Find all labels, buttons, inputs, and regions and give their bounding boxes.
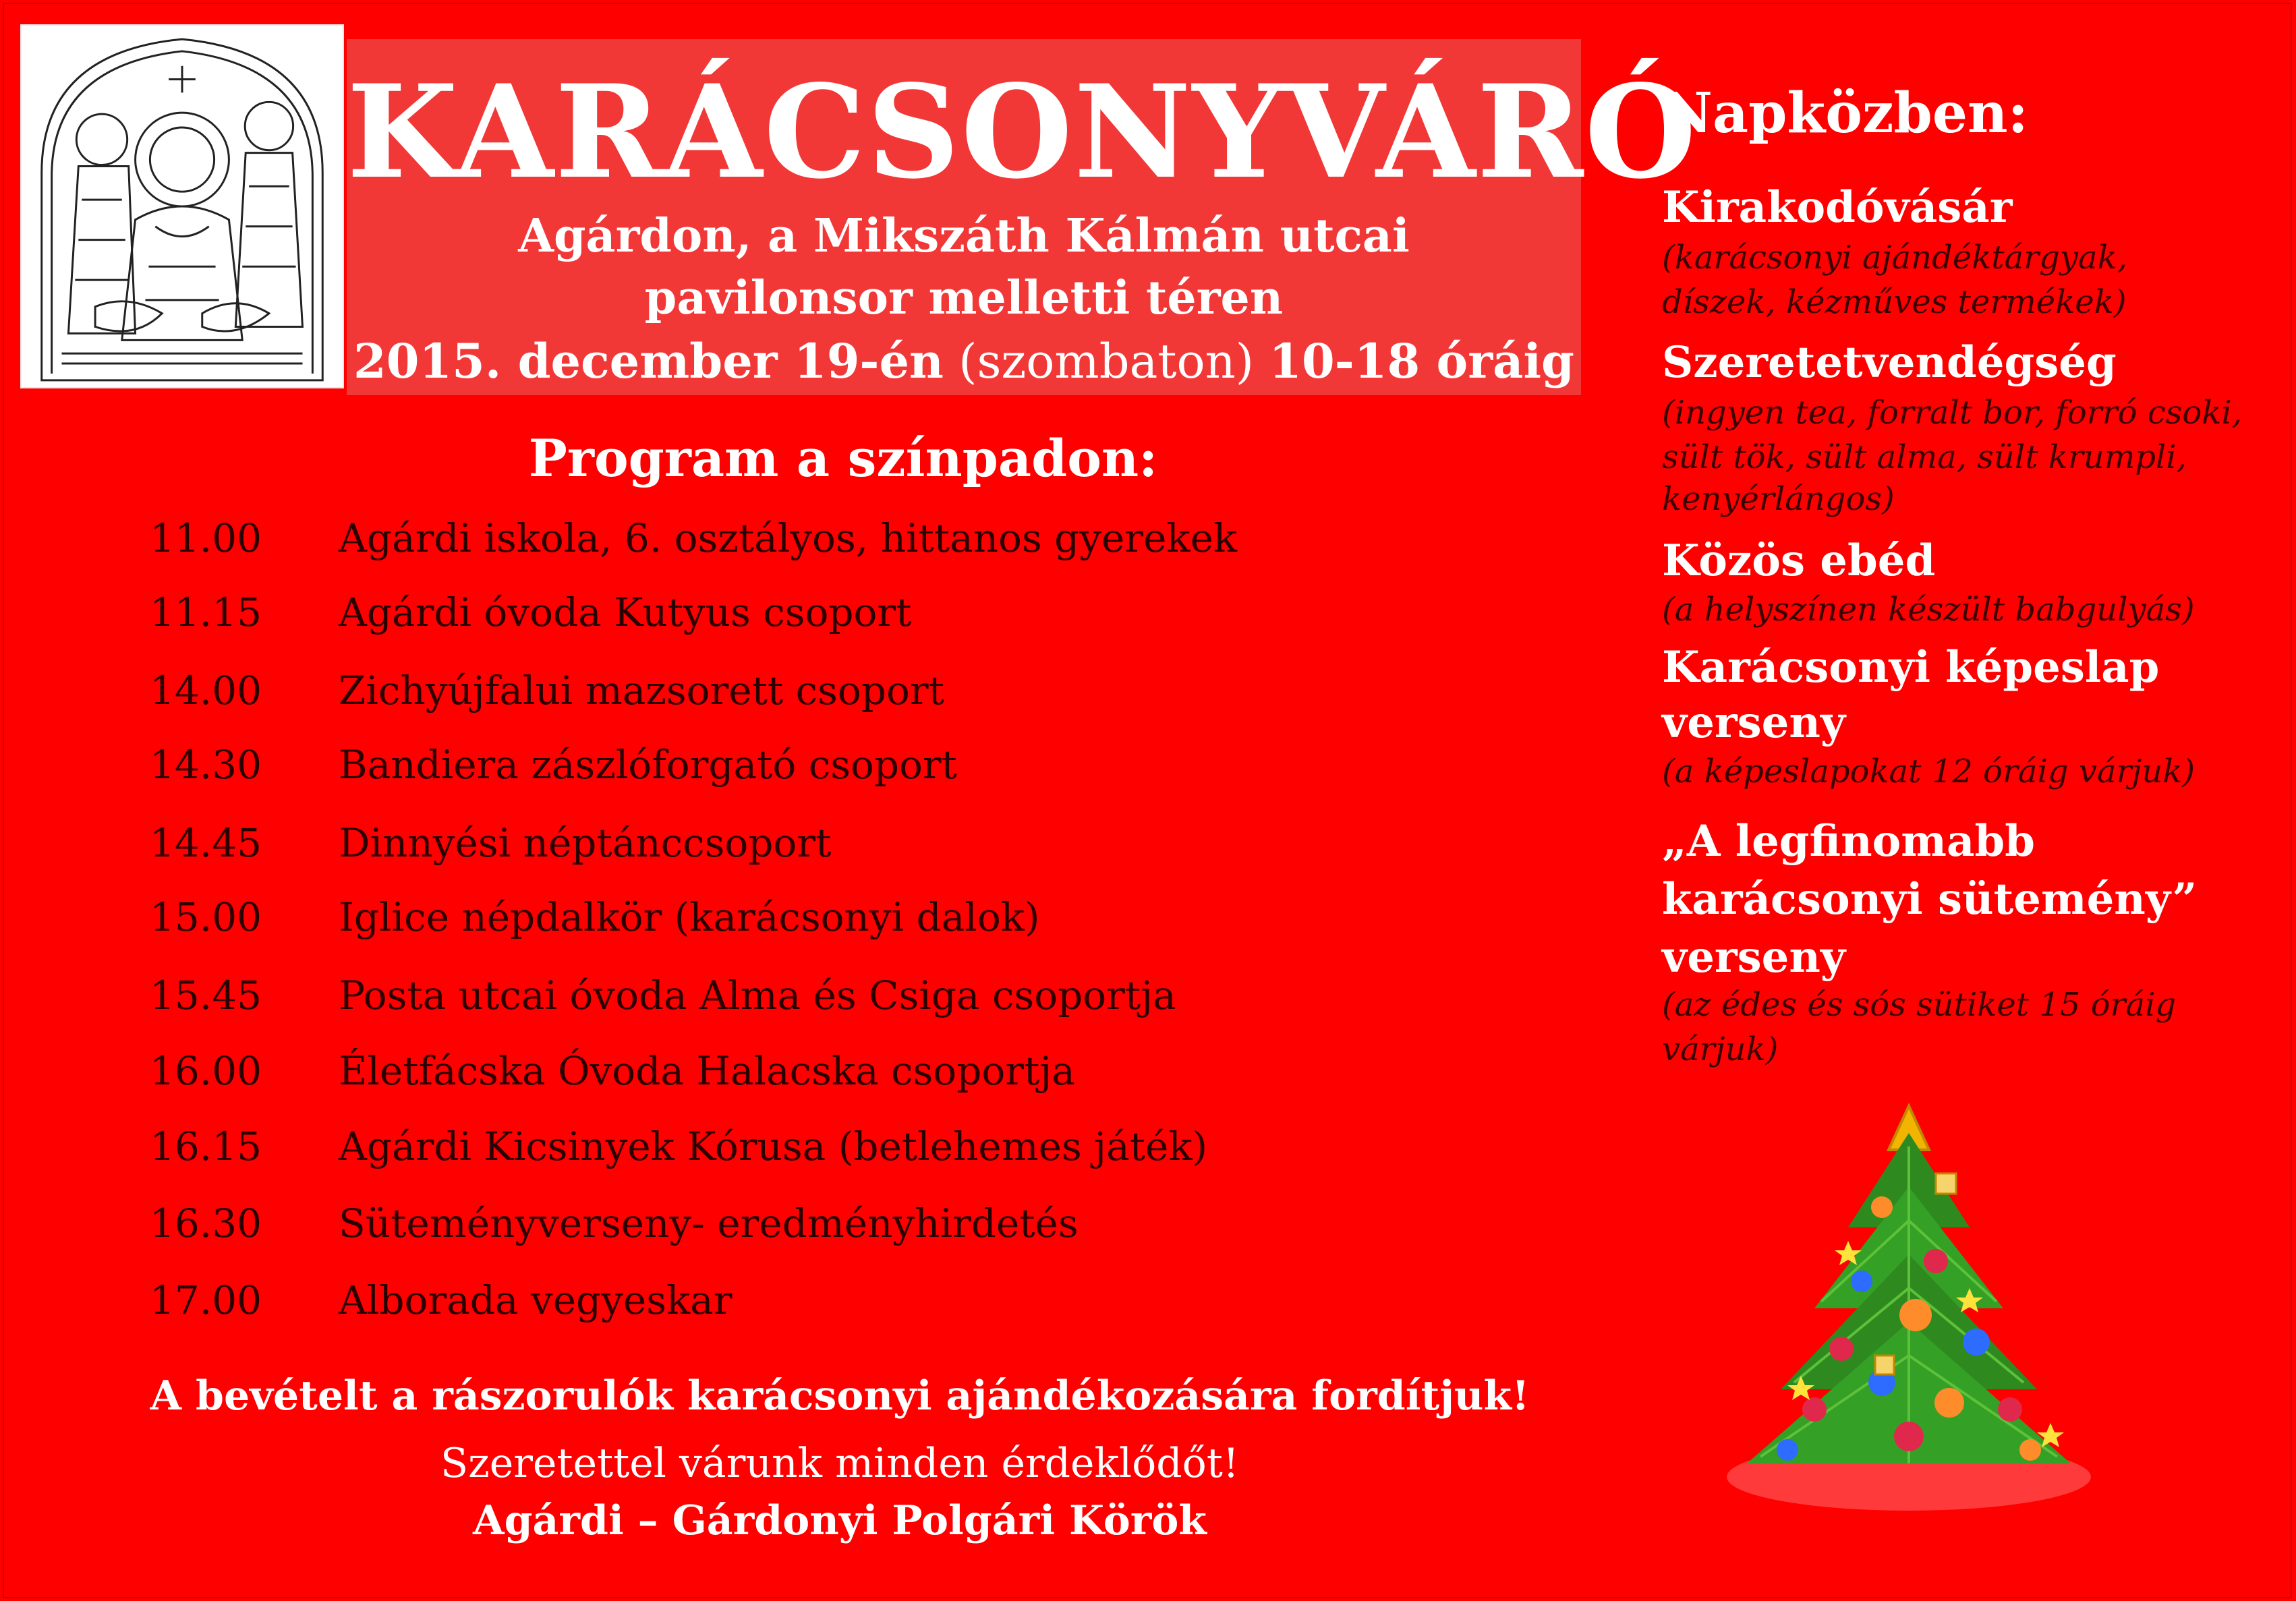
location-line-1: Agárdon, a Mikszáth Kálmán utcai: [518, 209, 1410, 263]
day-text: (szombaton): [958, 334, 1255, 389]
program-time: 14.45: [150, 820, 262, 866]
date-line: [347, 333, 1581, 390]
date-text: 2015. december 19-én: [353, 333, 944, 389]
program-desc: Süteményverseny- eredményhirdetés: [339, 1200, 1079, 1246]
program-time: 14.30: [150, 742, 262, 788]
side-heading-cake-3: verseny: [1662, 932, 1846, 983]
side-note: (ingyen tea, forralt bor, forró csoki,: [1662, 394, 2242, 432]
side-heading-market: Kirakodóvásár: [1662, 182, 2013, 233]
program-title: Program a színpadon:: [528, 428, 1158, 488]
program-desc: Életfácska Óvoda Halacska csoportja: [339, 1048, 1075, 1094]
location-line-2: pavilonsor melletti téren: [644, 271, 1284, 325]
event-title: KARÁCSONYVÁRÓ: [347, 57, 1698, 207]
side-note: kenyérlángos): [1662, 480, 1895, 518]
program-time: 15.45: [150, 972, 262, 1018]
side-heading-lunch: Közös ebéd: [1662, 535, 1936, 586]
donation-note: A bevételt a rászorulók karácsonyi ajándékozására fordítjuk!: [150, 1372, 1530, 1420]
program-time: 16.15: [150, 1124, 262, 1169]
christmas-tree-image: [1713, 1086, 2104, 1517]
side-heading-cake: „A legfinomabb: [1662, 816, 2035, 867]
program-desc: Zichyújfalui mazsorett csoport: [339, 668, 944, 714]
program-time: 14.00: [150, 668, 262, 714]
side-note: (az édes és sós sütiket 15 óráig: [1662, 986, 2177, 1024]
side-note: (karácsonyi ajándéktárgyak,: [1662, 239, 2127, 276]
hours-text: 10-18 óráig: [1269, 333, 1574, 389]
program-time: 11.00: [150, 515, 262, 561]
side-note: (a helyszínen készült babgulyás): [1662, 591, 2195, 629]
program-time: 16.00: [150, 1048, 262, 1094]
side-note: (a képeslapokat 12 óráig várjuk): [1662, 753, 2195, 790]
program-desc: Bandiera zászlóforgató csoport: [339, 742, 957, 788]
program-time: 17.00: [150, 1277, 262, 1323]
program-time: 11.15: [150, 589, 262, 635]
program-time: 16.30: [150, 1200, 262, 1246]
side-note: díszek, kézműves termékek): [1662, 283, 2127, 321]
program-time: 15.00: [150, 894, 262, 940]
program-desc: Dinnyési néptánccsoport: [339, 820, 832, 866]
daytime-title: Napközben:: [1662, 81, 2028, 146]
program-desc: Posta utcai óvoda Alma és Csiga csoportja: [339, 972, 1176, 1018]
welcome-note: Szeretettel várunk minden érdeklődőt!: [440, 1440, 1239, 1487]
program-desc: Alborada vegyeskar: [339, 1277, 733, 1323]
program-desc: Iglice népdalkör (karácsonyi dalok): [339, 894, 1040, 940]
side-heading-hospitality: Szeretetvendégség: [1662, 337, 2117, 388]
program-desc: Agárdi Kicsinyek Kórusa (betlehemes játék): [339, 1124, 1208, 1169]
program-desc: Agárdi óvoda Kutyus csoport: [339, 589, 912, 635]
side-note: várjuk): [1662, 1030, 1779, 1068]
program-desc: Agárdi iskola, 6. osztályos, hittanos gyerekek: [339, 515, 1238, 561]
side-heading-postcard: Karácsonyi képeslap: [1662, 642, 2160, 693]
nativity-emblem-image: [20, 24, 344, 388]
side-note: sült tök, sült alma, sült krumpli,: [1662, 438, 2187, 476]
organizer-name: Agárdi – Gárdonyi Polgári Körök: [473, 1497, 1207, 1544]
side-heading-postcard-2: verseny: [1662, 697, 1846, 748]
side-heading-cake-2: karácsonyi sütemény”: [1662, 874, 2198, 925]
